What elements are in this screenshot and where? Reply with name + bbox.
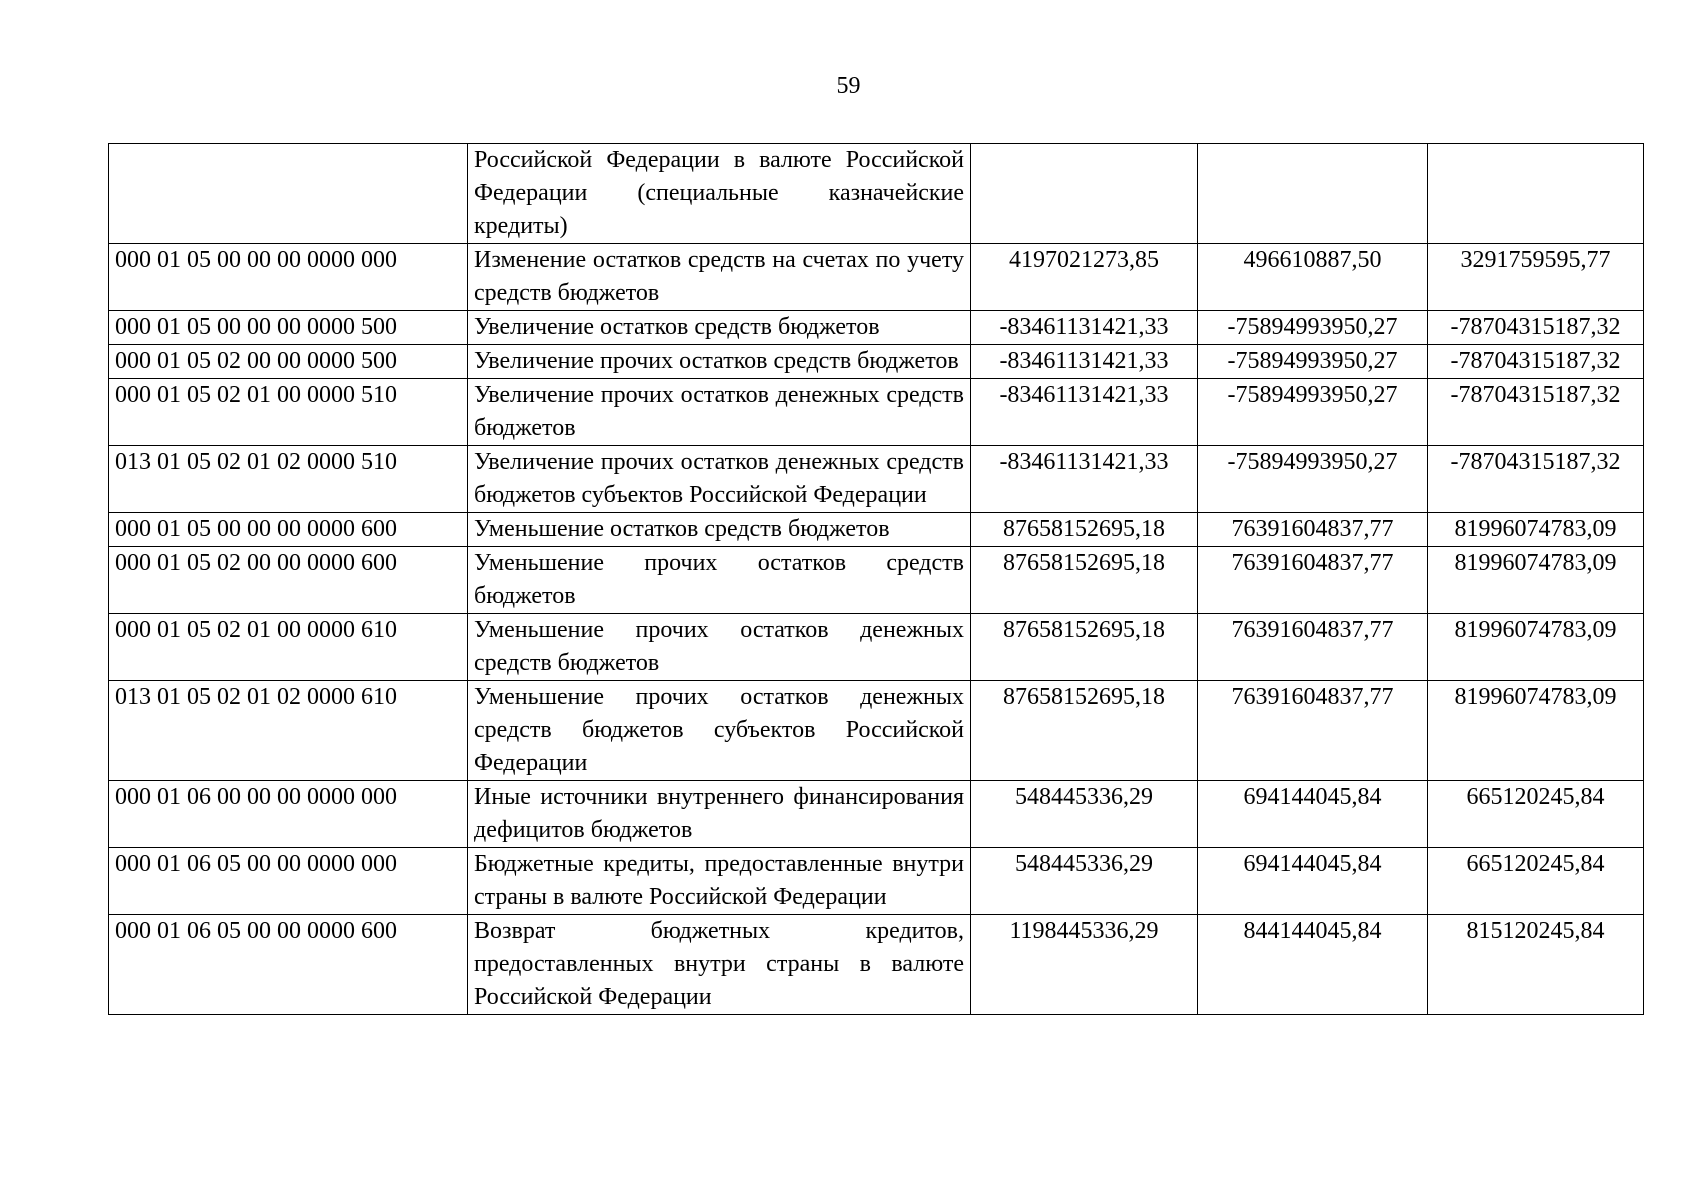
row-value-2: -75894993950,27	[1198, 345, 1428, 379]
row-name: Российской Федерации в валюте Российской Федерации (специальные казначейские кредиты)	[468, 144, 971, 244]
table-row	[109, 915, 1644, 1015]
row-value-2: 76391604837,77	[1198, 513, 1428, 547]
row-value-2: 694144045,84	[1198, 781, 1428, 848]
row-value-2: -75894993950,27	[1198, 311, 1428, 345]
row-value-1: 87658152695,18	[971, 513, 1198, 547]
row-name: Увеличение остатков средств бюджетов	[468, 311, 971, 345]
row-code	[109, 144, 468, 244]
row-name: Иные источники внутреннего финансирования дефицитов бюджетов	[468, 781, 971, 848]
row-value-2: -75894993950,27	[1198, 379, 1428, 446]
row-code: 000 01 05 02 01 00 0000 510	[109, 379, 468, 446]
row-value-2: 76391604837,77	[1198, 681, 1428, 781]
row-code: 000 01 05 02 00 00 0000 600	[109, 547, 468, 614]
row-code: 000 01 06 00 00 00 0000 000	[109, 781, 468, 848]
row-value-3: 3291759595,77	[1428, 244, 1644, 311]
row-value-3: -78704315187,32	[1428, 379, 1644, 446]
row-value-3: 665120245,84	[1428, 848, 1644, 915]
row-value-1: 87658152695,18	[971, 547, 1198, 614]
row-value-2: 694144045,84	[1198, 848, 1428, 915]
row-value-3: 81996074783,09	[1428, 681, 1644, 781]
row-value-2	[1198, 144, 1428, 244]
row-code: 000 01 05 00 00 00 0000 600	[109, 513, 468, 547]
table-row	[109, 345, 1644, 379]
row-code: 013 01 05 02 01 02 0000 510	[109, 446, 468, 513]
row-value-3: 815120245,84	[1428, 915, 1644, 1015]
table-row	[109, 244, 1644, 311]
row-value-3: 665120245,84	[1428, 781, 1644, 848]
row-value-1: -83461131421,33	[971, 379, 1198, 446]
row-value-1: -83461131421,33	[971, 311, 1198, 345]
row-value-1	[971, 144, 1198, 244]
table-row	[109, 144, 1644, 244]
row-code: 000 01 05 02 00 00 0000 500	[109, 345, 468, 379]
row-name: Увеличение прочих остатков средств бюджетов	[468, 345, 971, 379]
row-name: Уменьшение прочих остатков средств бюджетов	[468, 547, 971, 614]
table-body	[109, 144, 1644, 1015]
row-name: Уменьшение остатков средств бюджетов	[468, 513, 971, 547]
row-value-1: -83461131421,33	[971, 345, 1198, 379]
row-name: Уменьшение прочих остатков денежных средств бюджетов	[468, 614, 971, 681]
row-code: 000 01 05 00 00 00 0000 500	[109, 311, 468, 345]
row-value-3: 81996074783,09	[1428, 513, 1644, 547]
table-row	[109, 379, 1644, 446]
row-name: Увеличение прочих остатков денежных средств бюджетов	[468, 379, 971, 446]
row-code: 000 01 05 02 01 00 0000 610	[109, 614, 468, 681]
row-value-1: -83461131421,33	[971, 446, 1198, 513]
row-value-3	[1428, 144, 1644, 244]
table-row	[109, 681, 1644, 781]
row-name: Увеличение прочих остатков денежных средств бюджетов субъектов Российской Федерации	[468, 446, 971, 513]
row-value-1: 4197021273,85	[971, 244, 1198, 311]
table-row	[109, 513, 1644, 547]
row-value-3: -78704315187,32	[1428, 345, 1644, 379]
table-row	[109, 614, 1644, 681]
row-value-3: 81996074783,09	[1428, 547, 1644, 614]
row-value-2: 844144045,84	[1198, 915, 1428, 1015]
page-number: 59	[836, 73, 861, 99]
row-value-1: 87658152695,18	[971, 614, 1198, 681]
row-code: 000 01 06 05 00 00 0000 600	[109, 915, 468, 1015]
row-value-1: 548445336,29	[971, 848, 1198, 915]
row-code: 000 01 06 05 00 00 0000 000	[109, 848, 468, 915]
row-value-2: 76391604837,77	[1198, 614, 1428, 681]
budget-sources-table	[108, 143, 1644, 1015]
table-row	[109, 848, 1644, 915]
table-row	[109, 547, 1644, 614]
row-value-3: -78704315187,32	[1428, 311, 1644, 345]
row-value-2: 76391604837,77	[1198, 547, 1428, 614]
table-row	[109, 446, 1644, 513]
row-value-2: 496610887,50	[1198, 244, 1428, 311]
row-name: Уменьшение прочих остатков денежных средств бюджетов субъектов Российской Федерации	[468, 681, 971, 781]
row-value-3: 81996074783,09	[1428, 614, 1644, 681]
row-value-1: 87658152695,18	[971, 681, 1198, 781]
table-row	[109, 781, 1644, 848]
row-value-1: 1198445336,29	[971, 915, 1198, 1015]
row-code: 000 01 05 00 00 00 0000 000	[109, 244, 468, 311]
table-row	[109, 311, 1644, 345]
row-name: Бюджетные кредиты, предоставленные внутри страны в валюте Российской Федерации	[468, 848, 971, 915]
row-code: 013 01 05 02 01 02 0000 610	[109, 681, 468, 781]
row-value-1: 548445336,29	[971, 781, 1198, 848]
row-value-2: -75894993950,27	[1198, 446, 1428, 513]
row-value-3: -78704315187,32	[1428, 446, 1644, 513]
row-name: Изменение остатков средств на счетах по учету средств бюджетов	[468, 244, 971, 311]
row-name: Возврат бюджетных кредитов, предоставленных внутри страны в валюте Российской Федерации	[468, 915, 971, 1015]
